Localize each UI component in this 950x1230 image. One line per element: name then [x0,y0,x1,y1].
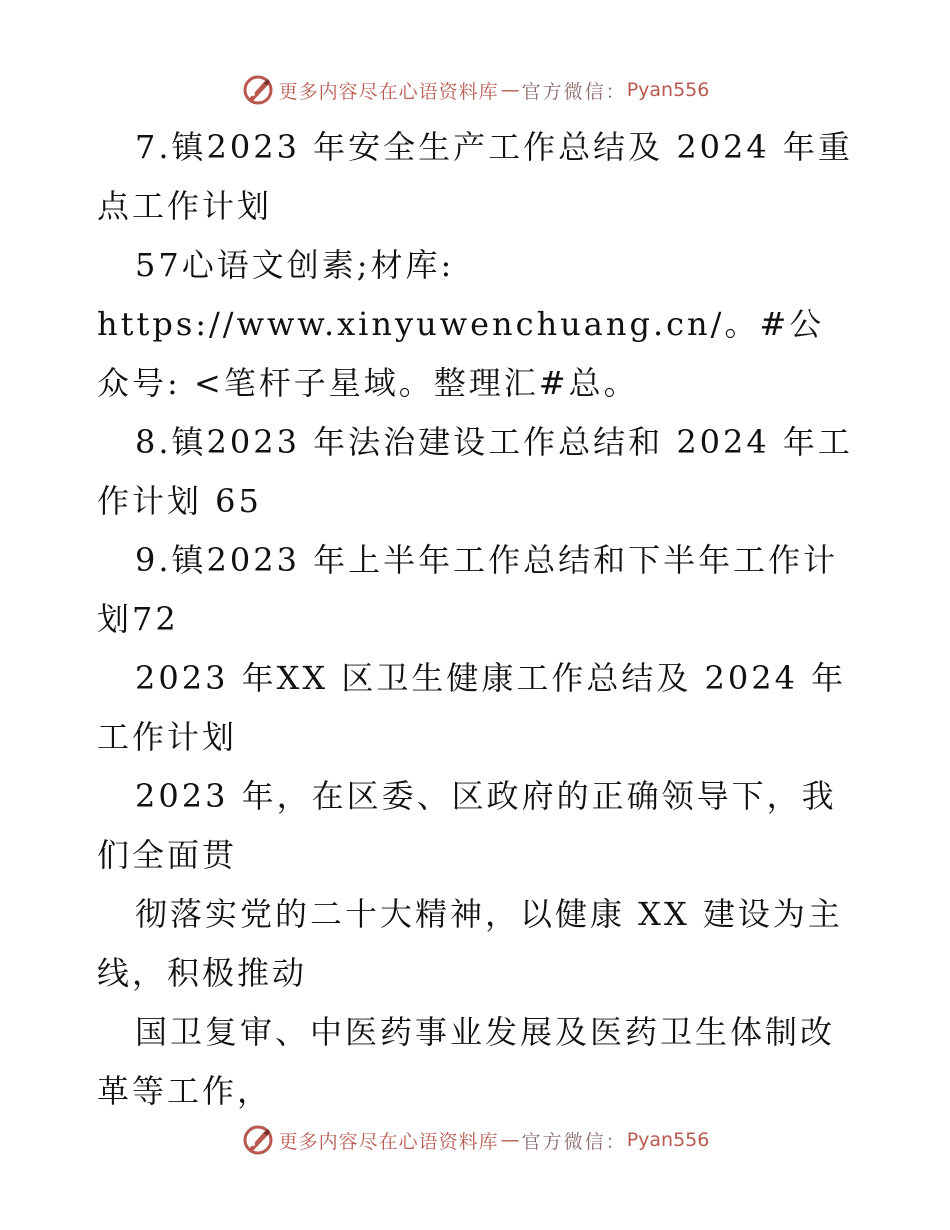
toc-item-8: 8.镇2023 年法治建设工作总结和 2024 年工作计划 65 [97,423,853,520]
body-paragraph-3: 国卫复审、中医药事业发展及医药卫生体制改革等工作， [97,1013,836,1110]
toc-item-9: 9.镇2023 年上半年工作总结和下半年工作计划72 [97,541,839,638]
body-paragraph-2: 彻落实党的二十大精神，以健康 XX 建设为主线，积极推动 [97,895,843,992]
banner-wechat-account: Pyan556 [626,1129,710,1151]
section-title: 2023 年XX 区卫生健康工作总结及 2024 年工作计划 [97,659,847,756]
footer-banner [0,1120,950,1160]
source-note: 57心语文创素;材库: https://www.xinyuwenchuang.cn/。#公众号: <笔杆子星域。整理汇#总。 [97,246,825,402]
banner-wechat-label: 官方微信： [521,80,627,103]
banner-brand-text: 更多内容尽在心语资料库 [278,80,499,103]
pen-logo-icon [241,73,275,107]
banner-dash: — [500,79,520,101]
banner-wechat-label: 官方微信： [521,1130,627,1153]
toc-item-7: 7.镇2023 年安全生产工作总结及 2024 年重点工作计划 [97,128,853,225]
body-paragraph-1: 2023 年，在区委、区政府的正确领导下，我们全面贯 [97,777,837,874]
banner-brand-text: 更多内容尽在心语资料库 [278,1130,499,1153]
header-banner [0,70,950,110]
banner-wechat-account: Pyan556 [626,79,710,101]
pen-logo-icon [241,1123,275,1157]
banner-dash: — [500,1129,520,1151]
document-body [97,118,857,1121]
